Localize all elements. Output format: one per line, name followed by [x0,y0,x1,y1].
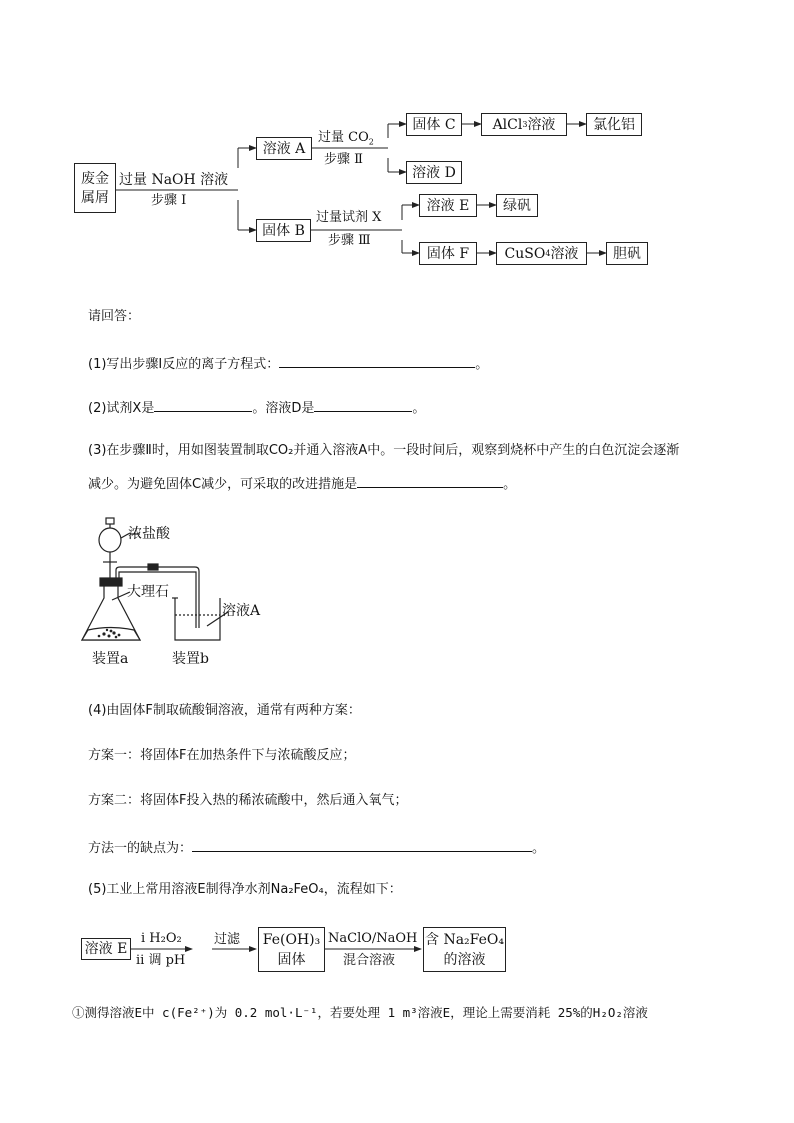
flow2-cond1: ⅰ H₂O₂ [141,931,182,946]
cuso4-tail: 溶液 [550,245,579,262]
plan-1: 方案一：将固体F在加热条件下与浓硫酸反应； [88,748,356,763]
label-conc-hcl: 浓盐酸 [128,526,170,542]
plan-2: 方案二：将固体F投入热的稀浓硫酸中，然后通入氧气； [88,793,408,808]
flow2-reagent: NaClO/NaOH [328,931,418,946]
q3-end: 。 [503,477,517,492]
na2feo4-text: 含 Na₂FeO₄ [425,931,504,948]
tube-clamp [148,564,158,570]
q2-text-a: (2)试剂X是 [88,401,155,416]
q2-end: 。 [412,401,426,416]
flow2-filter: 过滤 [214,932,241,947]
label-device-a: 装置a [92,651,129,667]
label-solution-a: 溶液A [222,603,261,619]
q2-text-b: 。溶液D是 [252,401,315,416]
box-alumina: 氯化铝 [586,113,642,136]
step1-reagent: 过量 NaOH 溶液 [119,172,229,188]
q1-text: (1)写出步骤Ⅰ反应的离子方程式： [88,357,280,372]
box-solution-e: 溶液 E [419,194,477,217]
method1-blank [192,839,532,852]
method1-end: 。 [532,841,546,856]
label-marble: 大理石 [127,584,169,600]
step2-reagent-sub: 2 [368,137,374,147]
box-solution-a: 溶液 A [256,137,312,160]
step2-label: 步骤 Ⅱ [324,152,363,167]
alcl3-text: AlCl [492,116,523,133]
feoh3-solid: 固体 [277,951,306,968]
method1-text: 方法一的缺点为： [88,841,193,856]
waste-line1: 废金 [81,170,109,187]
box-solid-b: 固体 B [256,219,311,242]
question-5: (5)工业上常用溶液E制得净水剂Na₂FeO₄，流程如下： [88,882,402,897]
box-green-vitriol: 绿矾 [496,194,538,217]
box-na2feo4 [423,927,506,972]
box-blue-vitriol: 胆矾 [606,242,648,265]
beaker [175,598,220,640]
step1-label: 步骤 Ⅰ [151,193,187,208]
question-5-1: ①测得溶液E中 c(Fe²⁺)为 0.2 mol·L⁻¹，若要处理 1 m³溶液E，理论上需要消耗 25%的H₂O₂溶液 [72,1005,648,1020]
q1-end: 。 [475,357,489,372]
question-4: (4)由固体F制取硫酸铜溶液，通常有两种方案： [88,703,361,718]
flow2-mixed: 混合溶液 [343,953,396,968]
box-solid-c: 固体 C [406,113,462,136]
step2-reagent-text: 过量 CO [318,130,369,145]
cuso4-text: CuSO [504,245,546,262]
flow2-cond2: ⅱ 调 pH [136,953,186,968]
alcl3-sub: 3 [522,119,528,129]
alcl3-tail: 溶液 [527,116,556,133]
feoh3-text: Fe(OH)₃ [262,931,321,948]
waste-line2: 属屑 [81,189,109,206]
step3-label: 步骤 Ⅲ [328,233,371,248]
box-flow2-solution-e: 溶液 E [81,938,131,960]
box-solution-d: 溶液 D [406,161,462,184]
box-solid-f: 固体 F [419,242,477,265]
box-feoh3 [258,927,325,972]
step3-reagent: 过量试剂 X [316,210,382,225]
question-3-line1: (3)在步骤Ⅱ时，用如图装置制取CO₂并通入溶液A中。一段时间后，观察到烧杯中产生的白色沉淀会逐渐 [88,443,680,458]
funnel-bulb [99,528,121,552]
label-device-b: 装置b [172,651,209,667]
prompt: 请回答： [88,309,141,324]
na2feo4-solution: 的溶液 [443,951,486,968]
q3-text: 减少。为避免固体C减少，可采取的改进措施是 [88,477,358,492]
cuso4-sub: 4 [545,248,551,258]
method-1 [88,839,545,855]
